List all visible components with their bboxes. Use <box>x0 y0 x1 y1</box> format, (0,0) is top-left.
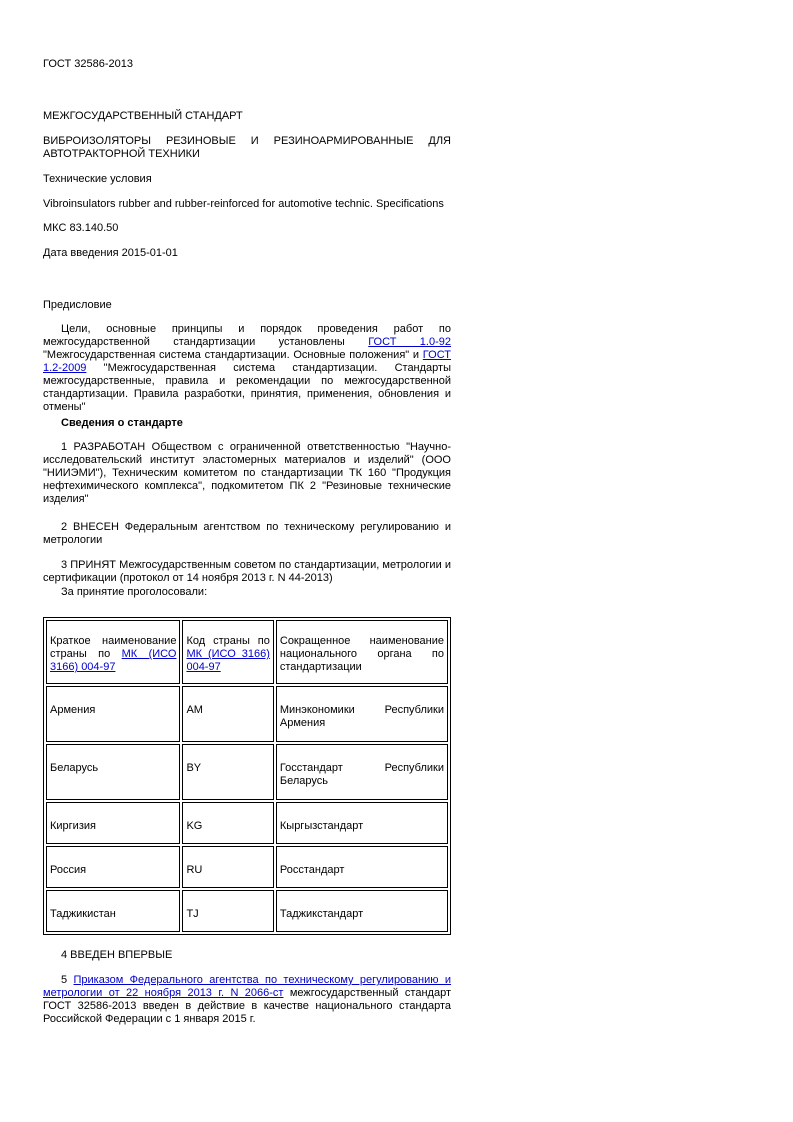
country-name-cell: Армения <box>46 686 180 742</box>
item-2-submitted: 2 ВНЕСЕН Федеральным агентством по техническому регулированию и метрологии <box>43 521 451 546</box>
voting-countries-table <box>43 617 451 935</box>
header-country-code-text: Код страны по <box>186 635 270 647</box>
english-title: Vibroinsulators rubber and rubber-reinforced for automotive technic. Specifications <box>43 198 444 210</box>
item-3-adopted: 3 ПРИНЯТ Межгосударственным советом по стандартизации, метрологии и сертификации (протокол от 14 ноября 2013 г. N 44-2013) <box>43 559 451 584</box>
country-name-cell: Россия <box>46 846 180 888</box>
mks-code: МКС 83.140.50 <box>43 222 119 234</box>
country-name-cell: Беларусь <box>46 744 180 800</box>
header-country-code <box>182 620 273 684</box>
item-5-text: межгосударственный стандарт ГОСТ 32586-2013 введен в действие в качестве национального стандарта Российской Федерации с 1 января 2015 г. <box>43 987 451 1025</box>
national-body-text: Минэкономики Республики Армения <box>279 704 444 729</box>
item-5-number: 5 <box>61 974 74 986</box>
national-body-cell: Кыргызстандарт <box>276 802 448 844</box>
country-code-cell: AM <box>182 686 273 742</box>
foreword-text-1: Цели, основные принципы и порядок проведения работ по межгосударственной стандартизации установлены <box>43 323 451 348</box>
mk-iso-3166-link[interactable]: МК (ИСО 3166) 004-97 <box>50 648 177 673</box>
national-body-cell: Таджикстандарт <box>276 890 448 932</box>
table-row <box>46 802 448 844</box>
national-body-cell <box>276 744 448 800</box>
table-row <box>46 744 448 800</box>
foreword-paragraph <box>43 323 451 414</box>
country-code-cell: RU <box>182 846 273 888</box>
document-subtitle: Технические условия <box>43 173 152 185</box>
item-4-first-introduced: 4 ВВЕДЕН ВПЕРВЫЕ <box>61 949 173 961</box>
item-1-developed: 1 РАЗРАБОТАН Обществом с ограниченной ответственностью "Научно-исследовательский институт эластомерных материалов и изделий" (ООО "НИИЭМИ"), Техническим комитетом по стандартизации ТК 160 "Продукция нефтехимического комплекса", подкомитетом ПК 2 "Резиновые технические изделия" <box>43 441 451 505</box>
item-5-order <box>43 974 451 1026</box>
order-2066-link[interactable]: Приказом Федерального агентства по техническому регулированию и метрологии от 22 ноября 2013 г. N 2066-ст <box>43 974 451 999</box>
standard-info-heading: Сведения о стандарте <box>61 417 183 429</box>
national-body-cell: Росстандарт <box>276 846 448 888</box>
standard-type: МЕЖГОСУДАРСТВЕННЫЙ СТАНДАРТ <box>43 110 243 122</box>
mk-iso-3166-link[interactable]: МК (ИСО 3166) 004-97 <box>186 648 270 673</box>
table-row <box>46 686 448 742</box>
header-country-name <box>46 620 180 684</box>
foreword-text-3: "Межгосударственная система стандартизации. Стандарты межгосударственные, правила и рекомендации по межгосударственной стандартизации. Правила разработки, принятия, применения, обновления и отмены" <box>43 362 451 413</box>
country-code-cell: KG <box>182 802 273 844</box>
header-national-body-text: Сокращенное наименование национального органа по стандартизации <box>279 635 444 673</box>
foreword-heading: Предисловие <box>43 299 112 311</box>
document-title: ВИБРОИЗОЛЯТОРЫ РЕЗИНОВЫЕ И РЕЗИНОАРМИРОВАННЫЕ ДЛЯ АВТОТРАКТОРНОЙ ТЕХНИКИ <box>43 135 451 160</box>
country-name-cell: Таджикистан <box>46 890 180 932</box>
country-code-cell: BY <box>182 744 273 800</box>
gost-1-0-link[interactable]: ГОСТ 1.0-92 <box>368 336 451 348</box>
national-body-text: Госстандарт Республики Беларусь <box>279 762 444 787</box>
document-code: ГОСТ 32586-2013 <box>43 58 133 70</box>
header-national-body <box>276 620 448 684</box>
country-name-cell: Киргизия <box>46 802 180 844</box>
national-body-cell <box>276 686 448 742</box>
header-country-name-text: Краткое наименование страны по <box>50 635 177 660</box>
table-row <box>46 890 448 932</box>
table-row <box>46 846 448 888</box>
voted-label: За принятие проголосовали: <box>61 586 208 598</box>
introduction-date: Дата введения 2015-01-01 <box>43 247 178 259</box>
foreword-text-2: "Межгосударственная система стандартизации. Основные положения" и <box>43 349 423 361</box>
table-header-row <box>46 620 448 684</box>
country-code-cell: TJ <box>182 890 273 932</box>
gost-1-2-link[interactable]: ГОСТ 1.2-2009 <box>43 349 451 374</box>
